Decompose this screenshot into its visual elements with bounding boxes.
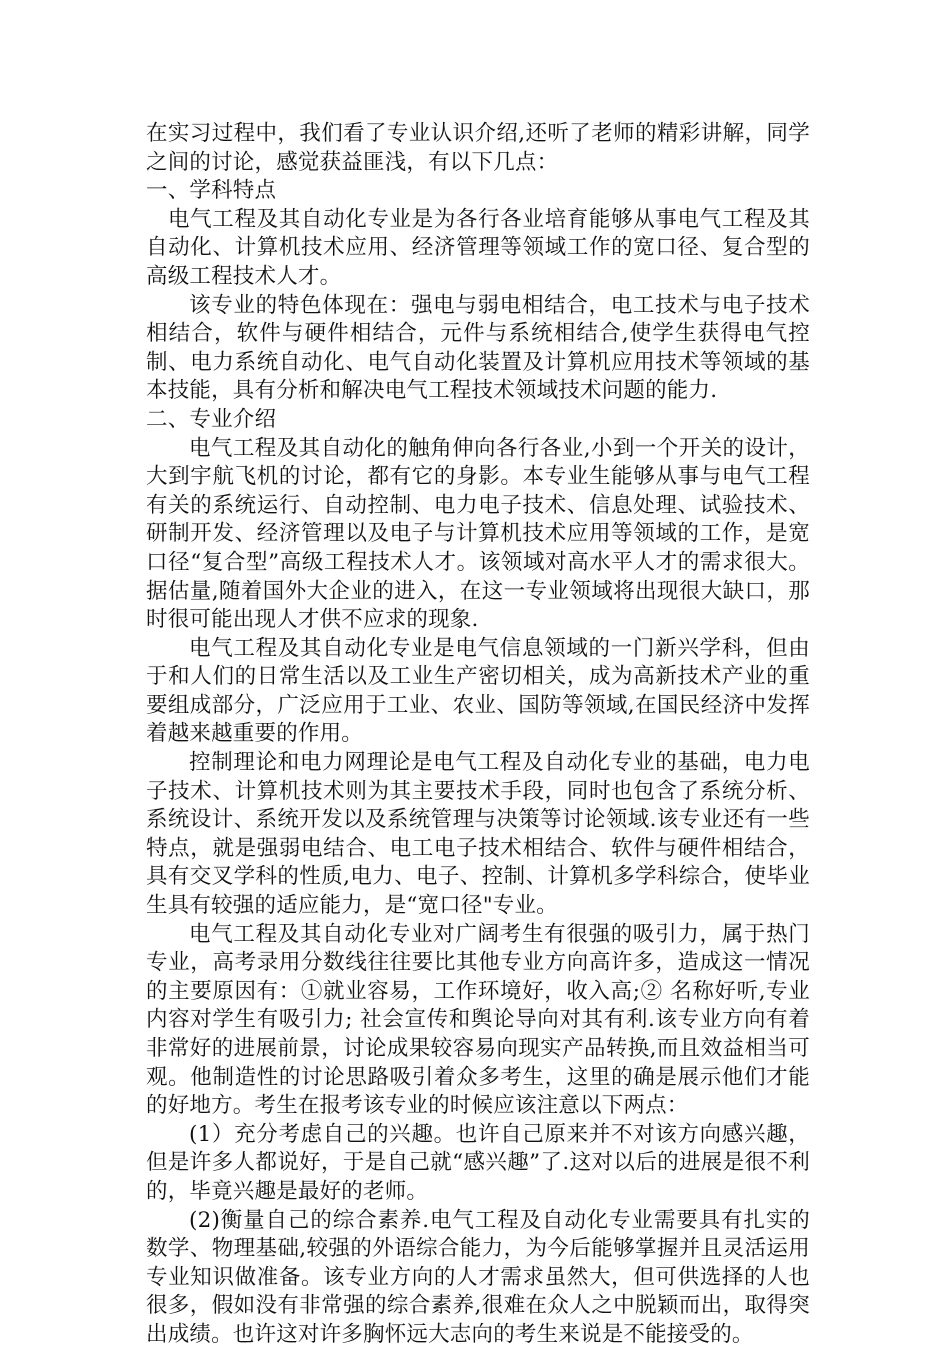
intro-paragraph: 在实习过程中，我们看了专业认识介绍,还听了老师的精彩讲解，同学之间的讨论，感觉获益匪浅，有以下几点： [146, 121, 810, 175]
paragraph-major-scope: 电气工程及其自动化的触角伸向各行各业,小到一个开关的设计，大到宇航飞机的讨论，都有它的身影。本专业生能够从事与电气工程有关的系统运行、自动控制、电力电子技术、信息处理、试验技术、研制开发、经济管理以及电子与计算机技术应用等领域的工作，是宽口径“复合型”高级工程技术人才。该领域对高水平人才的需求很大。据估量,随着国外大企业的进入，在这一专业领域将出现很大缺口，那时很可能出现人才供不应求的现象. [146, 435, 810, 633]
paragraph-major-foundation: 控制理论和电力网理论是电气工程及自动化专业的基础，电力电子技术、计算机技术则为其主要技术手段，同时也包含了系统分析、系统设计、系统开发以及系统管理与决策等讨论领域.该专业还有一些特点，就是强弱电结合、电工电子技术相结合、软件与硬件相结合，具有交叉学科的性质,电力、电子、控制、计算机多学科综合，使毕业生具有较强的适应能力，是“宽口径"专业。 [146, 750, 810, 919]
paragraph-note-quality: (2)衡量自己的综合素养.电气工程及自动化专业需要具有扎实的数学、物理基础,较强的外语综合能力，为今后能够掌握并且灵活运用专业知识做准备。该专业方向的人才需求虽然大，但可供选择的人也很多，假如没有非常强的综合素养,很难在众人之中脱颖而出，取得突出成绩。也许这对许多胸怀远大志向的考生来说是不能接受的。 [146, 1207, 810, 1347]
section-heading-major: 二、专业介绍 [146, 406, 277, 432]
paragraph-note-interest: (1）充分考虑自己的兴趣。也许自己原来并不对该方向感兴趣，但是许多人都说好，于是自己就“感兴趣”了.这对以后的进展是很不利的，毕竟兴趣是最好的老师。 [146, 1121, 810, 1204]
paragraph-major-appeal: 电气工程及其自动化专业对广阔考生有很强的吸引力，属于热门专业，高考录用分数线往往要比其他专业方向高许多，造成这一情况的主要原因有：①就业容易，工作环境好，收入高;② 名称好听,专业内容对学生有吸引力; 社会宣传和舆论导向对其有利.该专业方向有着非常好的进展前景，讨论成果较容易向现实产品转换,而且效益相当可观。他制造性的讨论思路吸引着众多考生，这里的确是展示他们才能的好地方。考生在报考该专业的时候应该注意以下两点： [146, 921, 810, 1119]
document-body [146, 120, 810, 1350]
paragraph-major-emerging: 电气工程及其自动化专业是电气信息领域的一门新兴学科，但由于和人们的日常生活以及工业生产密切相关，成为高新技术产业的重要组成部分，广泛应用于工业、农业、国防等领域,在国民经济中发挥着越来越重要的作用。 [146, 635, 810, 747]
paragraph-discipline-overview: 电气工程及其自动化专业是为各行各业培育能够从事电气工程及其自动化、计算机技术应用、经济管理等领域工作的宽口径、复合型的高级工程技术人才。 [146, 206, 810, 289]
paragraph-discipline-features: 该专业的特色体现在：强电与弱电相结合，电工技术与电子技术相结合，软件与硬件相结合，元件与系统相结合,使学生获得电气控制、电力系统自动化、电气自动化装置及计算机应用技术等领域的基本技能，具有分析和解决电气工程技术领域技术问题的能力. [146, 292, 810, 404]
section-heading-discipline: 一、学科特点 [146, 178, 277, 204]
